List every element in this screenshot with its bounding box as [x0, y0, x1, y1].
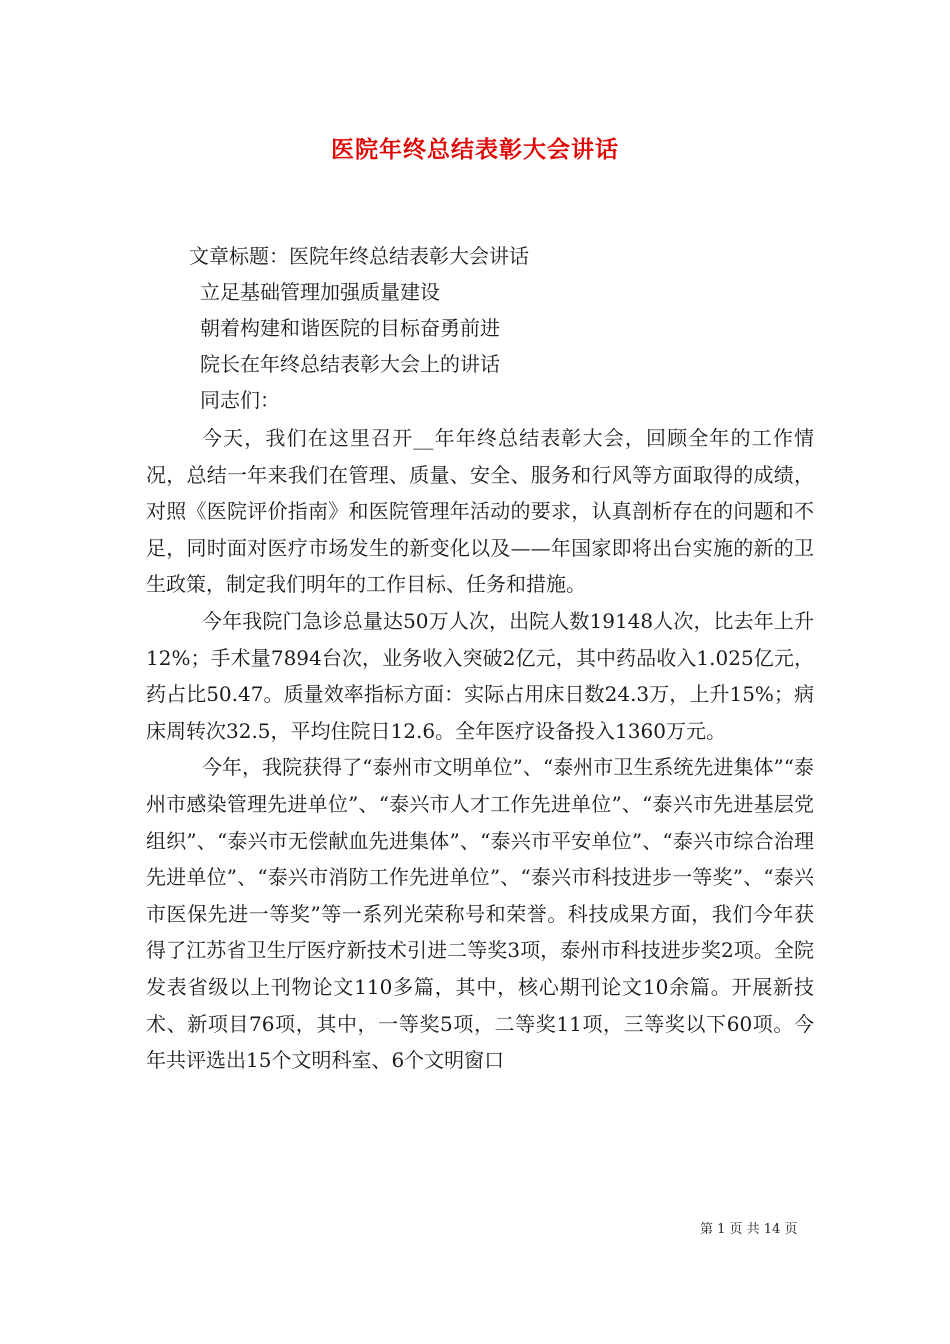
article-title-line: 文章标题：医院年终总结表彰大会讲话 [189, 244, 529, 268]
subtitle-line-2: 朝着构建和谐医院的目标奋勇前进 [200, 316, 500, 340]
body-paragraph-2: 今年我院门急诊总量达50万人次，出院人数19148人次，比去年上升12%；手术量7894台次，业务收入突破2亿元，其中药品收入1.025亿元，药占比50.47。质量效率指标方面：实际占用床日数24.3万，上升15%；病床周转次32.5，平均住院日12.6。全年医疗设备投入1360万元。 [146, 608, 814, 743]
page-number-footer: 第 1 页 共 14 页 [700, 1222, 798, 1237]
document-title: 医院年终总结表彰大会讲话 [331, 136, 619, 163]
speaker-line: 院长在年终总结表彰大会上的讲话 [200, 352, 500, 376]
body-paragraph-3: 今年，我院获得了“泰州市文明单位”、“泰州市卫生系统先进集体”“泰州市感染管理先进单位”、“泰兴市人才工作先进单位”、“泰兴市先进基层党组织”、“泰兴市无偿献血先进集体”、“泰兴市平安单位”、“泰兴市综合治理先进单位”、“泰兴市消防工作先进单位”、“泰兴市科技进步一等奖”、“泰兴市医保先进一等奖”等一系列光荣称号和荣誉。科技成果方面，我们今年获得了江苏省卫生厅医疗新技术引进二等奖3项，泰州市科技进步奖2项。全院发表省级以上刊物论文110多篇，其中，核心期刊论文10余篇。开展新技术、新项目76项，其中，一等奖5项，二等奖11项，三等奖以下60项。今年共评选出15个文明科室、6个文明窗口 [146, 755, 814, 1073]
subtitle-line-1: 立足基础管理加强质量建设 [200, 280, 440, 304]
body-paragraph-1: 今天，我们在这里召开__年年终总结表彰大会，回顾全年的工作情况，总结一年来我们在管理、质量、安全、服务和行风等方面取得的成绩，对照《医院评价指南》和医院管理年活动的要求，认真剖析存在的问题和不足，同时面对医疗市场发生的新变化以及——年国家即将出台实施的新的卫生政策，制定我们明年的工作目标、任务和措施。 [146, 426, 814, 597]
speech-body [146, 420, 814, 1079]
salutation: 同志们： [200, 388, 280, 412]
